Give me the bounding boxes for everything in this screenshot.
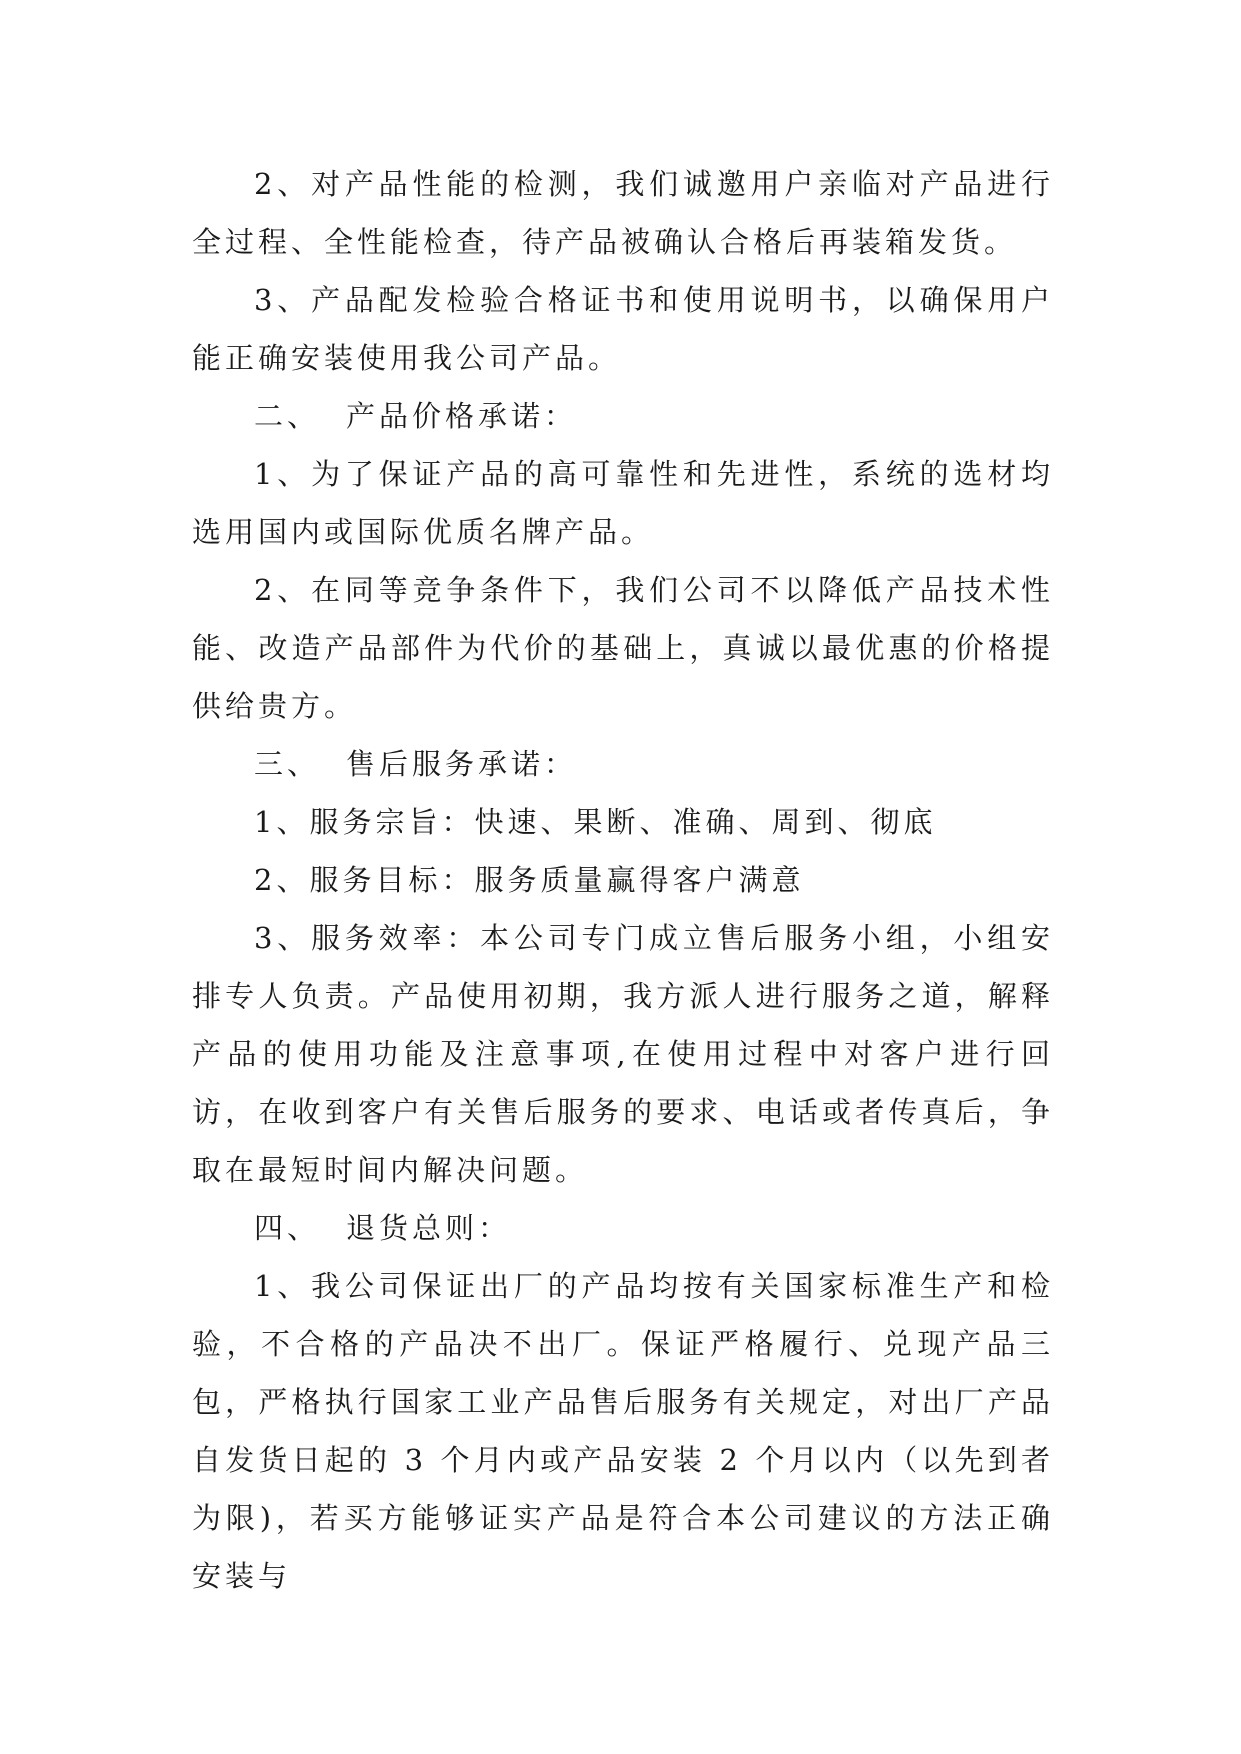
paragraph-certificate: 3、产品配发检验合格证书和使用说明书，以确保用户能正确安装使用我公司产品。 <box>192 283 1054 375</box>
document-page <box>192 155 1054 1605</box>
section-number: 四、 <box>254 1211 321 1245</box>
section-title: 退货总则： <box>346 1211 512 1245</box>
paragraph-service-goal: 2、服务目标：服务质量赢得客户满意 <box>254 863 805 897</box>
paragraph-pricing: 2、在同等竞争条件下，我们公司不以降低产品技术性能、改造产品部件为代价的基础上，真诚以最优惠的价格提供给贵方。 <box>192 573 1054 723</box>
paragraph-service-efficiency: 3、服务效率：本公司专门成立售后服务小组，小组安排专人负责。产品使用初期，我方派人进行服务之道，解释产品的使用功能及注意事项,在使用过程中对客户进行回访，在收到客户有关售后服务的要求、电话或者传真后，争取在最短时间内解决问题。 <box>192 921 1054 1187</box>
section-heading-service <box>192 735 1054 793</box>
paragraph-materials: 1、为了保证产品的高可靠性和先进性，系统的选材均选用国内或国际优质名牌产品。 <box>192 457 1054 549</box>
paragraph-return-policy: 1、我公司保证出厂的产品均按有关国家标准生产和检验，不合格的产品决不出厂。保证严格履行、兑现产品三包，严格执行国家工业产品售后服务有关规定，对出厂产品自发货日起的 3 个月内或产品安装 2 个月以内（以先到者为限)，若买方能够证实产品是符合本公司建议的方法正确安装与 <box>192 1269 1054 1593</box>
paragraph-service-purpose: 1、服务宗旨：快速、果断、准确、周到、彻底 <box>254 805 937 839</box>
section-heading-returns <box>192 1199 1054 1257</box>
section-title: 售后服务承诺： <box>346 747 578 781</box>
section-number: 三、 <box>254 747 321 781</box>
section-heading-price <box>192 387 1054 445</box>
paragraph-inspection: 2、对产品性能的检测，我们诚邀用户亲临对产品进行全过程、全性能检查，待产品被确认合格后再装箱发货。 <box>192 167 1054 259</box>
section-number: 二、 <box>254 399 321 433</box>
section-title: 产品价格承诺： <box>346 399 578 433</box>
